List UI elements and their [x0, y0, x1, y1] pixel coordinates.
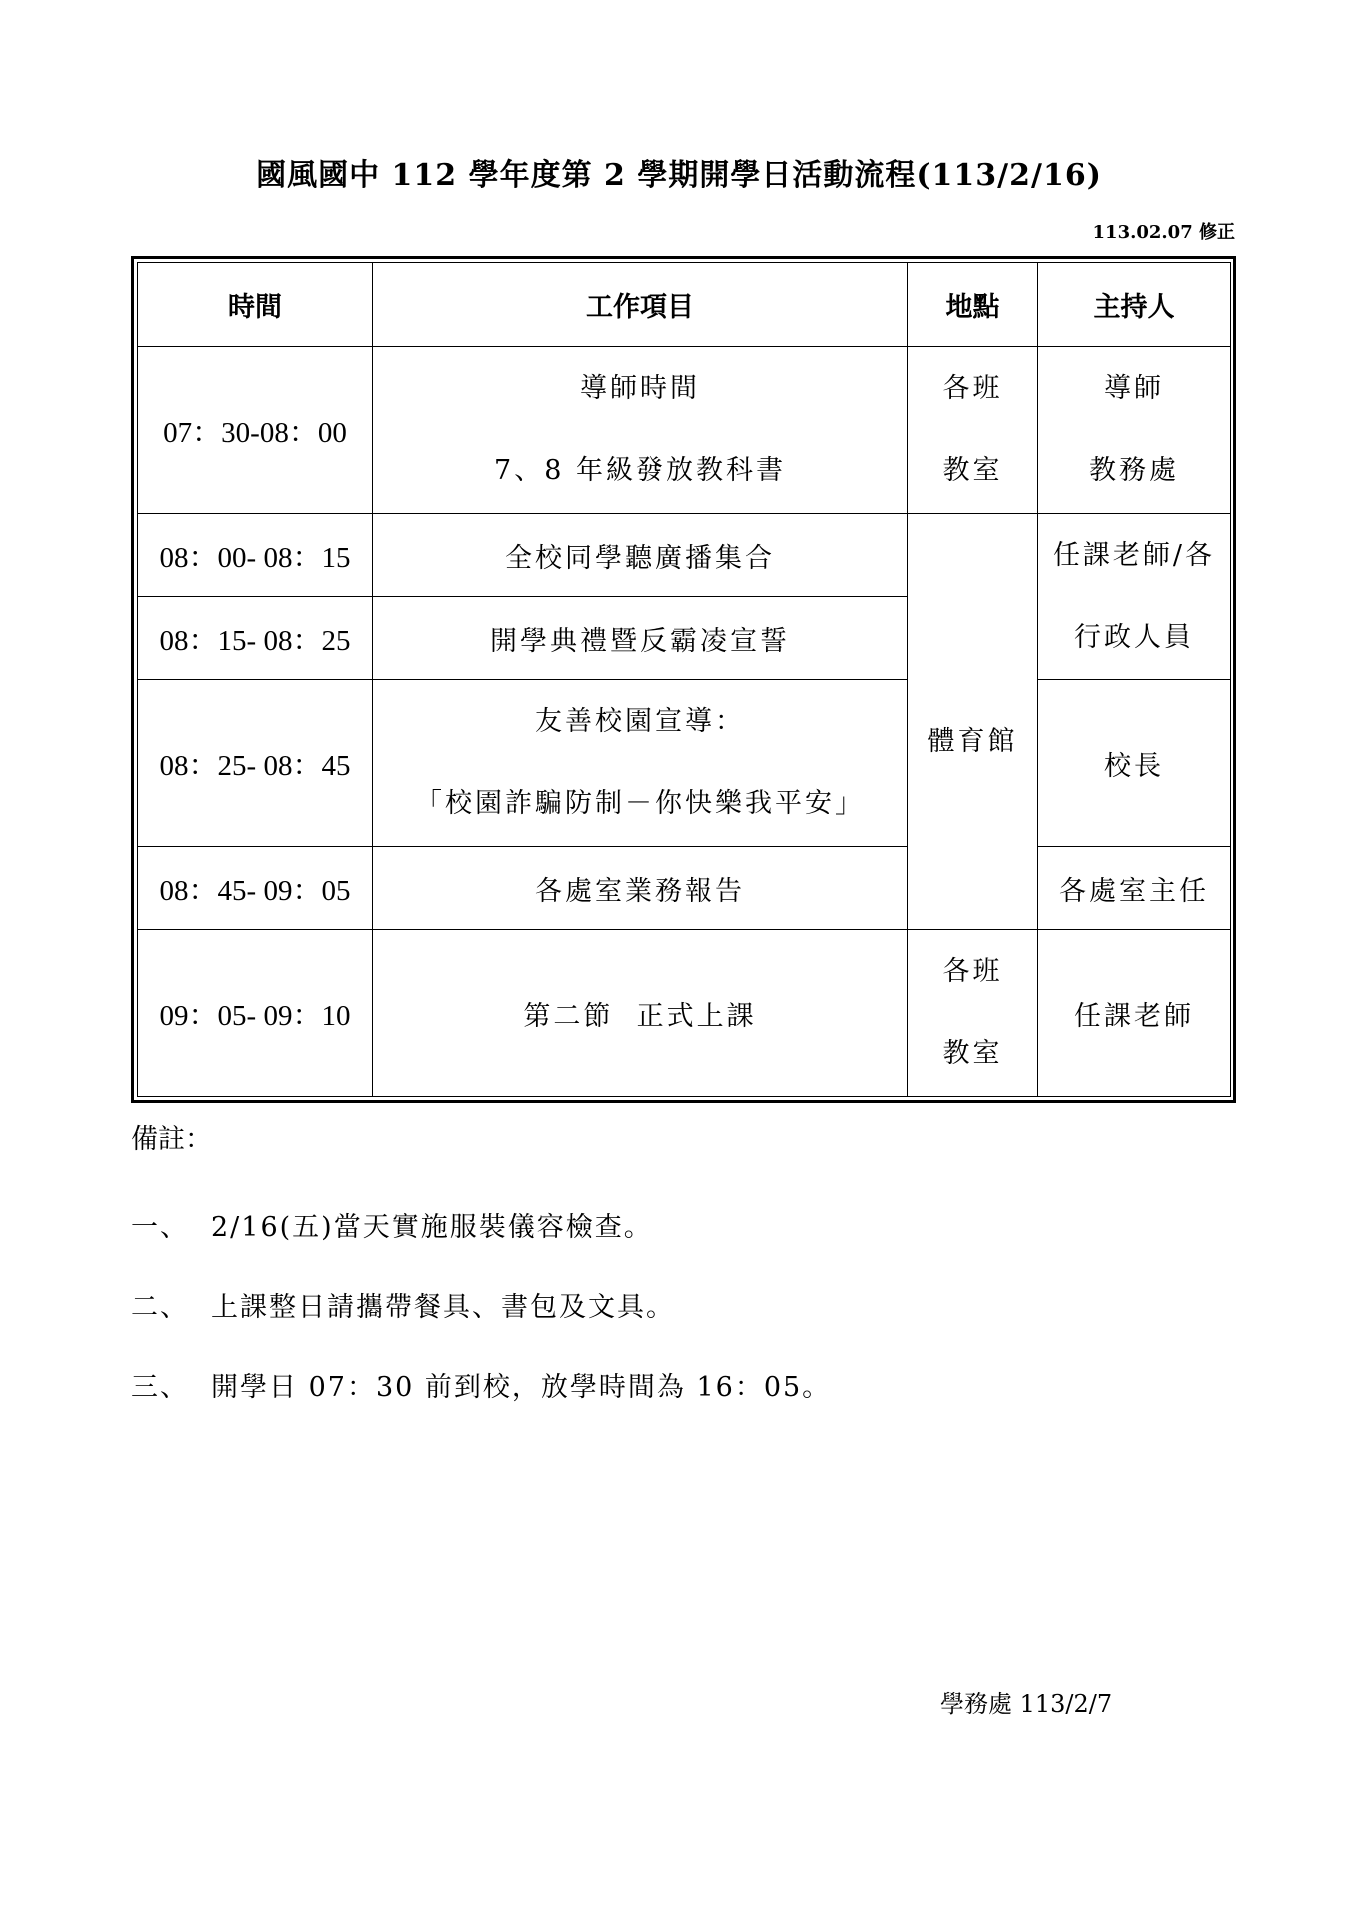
row-task: 全校同學聽廣播集合	[373, 513, 908, 596]
table-row	[138, 680, 1231, 847]
note-item	[131, 1285, 675, 1324]
host-line: 教務處	[1089, 455, 1179, 487]
row-time: 08：45- 09：05	[138, 847, 373, 930]
notes-heading: 備註：	[131, 1124, 212, 1155]
task-line: 友善校園宣導：	[535, 706, 745, 738]
header-task: 工作項目	[373, 263, 908, 347]
header-time: 時間	[138, 263, 373, 347]
location-line: 教室	[942, 455, 1003, 487]
row-host: 各處室主任	[1038, 847, 1231, 930]
row-time: 08：25- 08：45	[138, 680, 373, 847]
row-host: 任課老師	[1038, 930, 1231, 1097]
host-line: 行政人員	[1074, 621, 1194, 653]
page-title: 國風國中 112 學年度第 2 學期開學日活動流程(113/2/16)	[256, 158, 1102, 193]
note-marker: 一、	[131, 1212, 189, 1243]
note-item	[131, 1365, 831, 1404]
row-time: 08：00- 08：15	[138, 513, 373, 596]
row-time: 07：30-08：00	[138, 347, 373, 514]
header-host: 主持人	[1038, 263, 1231, 347]
note-marker: 二、	[131, 1292, 189, 1323]
task-line: 導師時間	[580, 373, 700, 405]
merged-location: 體育館	[908, 513, 1038, 929]
host-line: 任課老師/各	[1052, 539, 1216, 571]
note-text: 上課整日請攜帶餐具、書包及文具。	[211, 1292, 675, 1323]
table-row	[138, 513, 1231, 596]
task-line: 「校園詐騙防制－你快樂我平安」	[415, 788, 865, 820]
row-task	[373, 680, 908, 847]
note-marker: 三、	[131, 1372, 189, 1403]
row-time: 09：05- 09：10	[138, 930, 373, 1097]
row-task: 各處室業務報告	[373, 847, 908, 930]
location-line: 各班	[942, 956, 1003, 988]
row-location	[908, 930, 1038, 1097]
footer-signature: 學務處 113/2/7	[940, 1690, 1113, 1718]
row-host	[1038, 513, 1231, 680]
row-time: 08：15- 08：25	[138, 597, 373, 680]
row-task: 第二節 正式上課	[373, 930, 908, 1097]
notes-section	[131, 1120, 1231, 1403]
table-row	[138, 930, 1231, 1097]
table-row	[138, 847, 1231, 930]
note-text: 開學日 07：30 前到校，放學時間為 16：05。	[211, 1372, 832, 1403]
row-task	[373, 347, 908, 514]
task-line: 7、8 年級發放教科書	[494, 455, 786, 487]
note-item	[131, 1205, 653, 1244]
row-task: 開學典禮暨反霸凌宣誓	[373, 597, 908, 680]
table-row	[138, 347, 1231, 514]
table-header-row	[138, 263, 1231, 347]
row-location	[908, 347, 1038, 514]
location-line: 教室	[942, 1038, 1003, 1070]
row-host	[1038, 347, 1231, 514]
location-line: 各班	[942, 373, 1003, 405]
schedule-table-frame	[131, 256, 1236, 1103]
header-location: 地點	[908, 263, 1038, 347]
revision-date: 113.02.07 修正	[1092, 222, 1235, 243]
host-line: 導師	[1104, 373, 1164, 405]
note-text: 2/16(五)當天實施服裝儀容檢查。	[211, 1212, 653, 1243]
schedule-table	[137, 262, 1231, 1097]
row-host: 校長	[1038, 680, 1231, 847]
